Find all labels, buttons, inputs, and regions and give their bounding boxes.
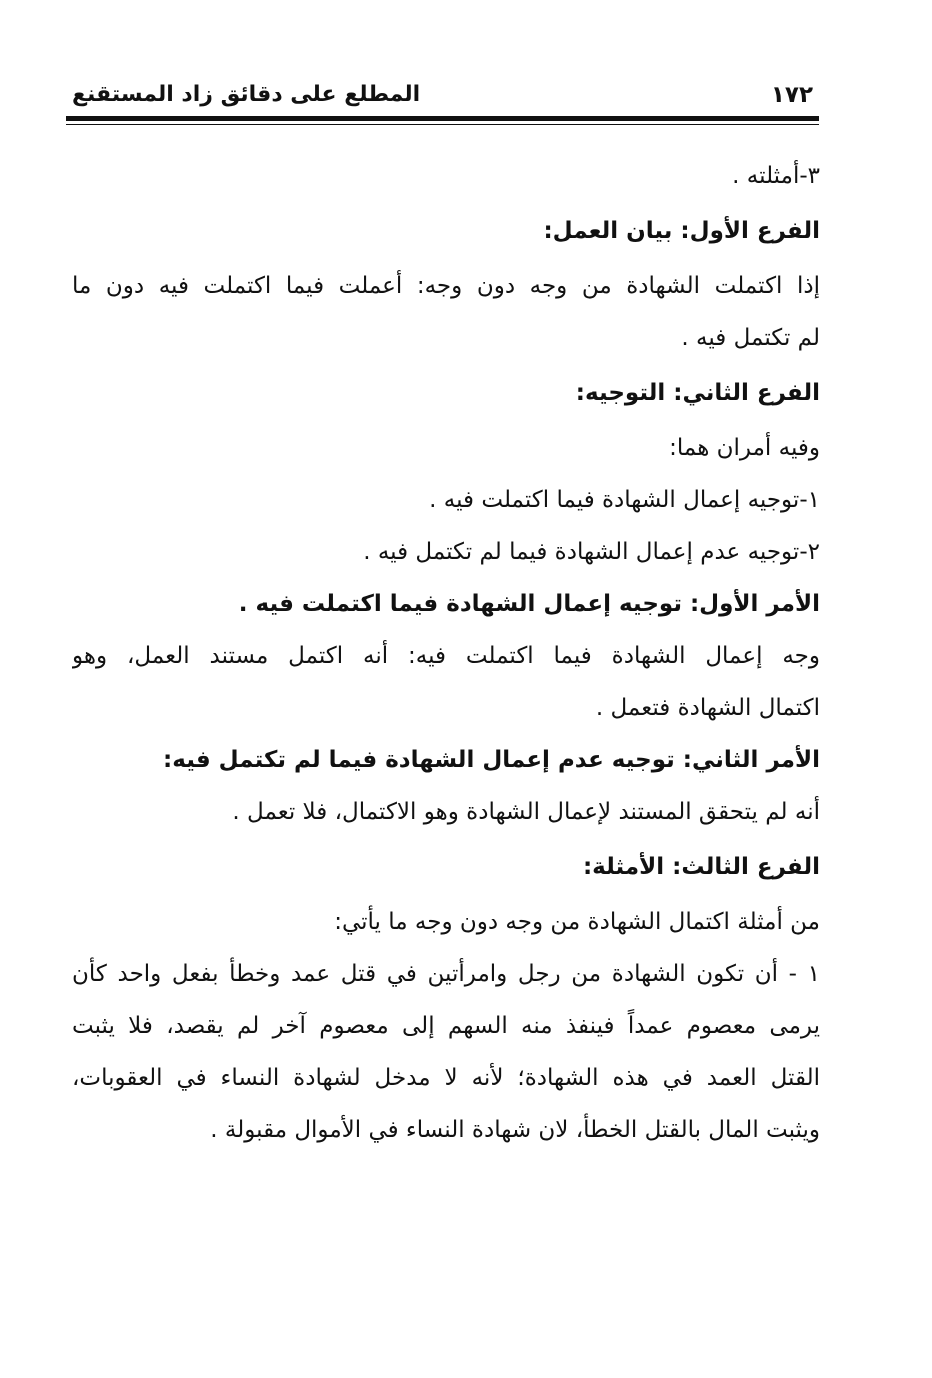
subheading-first-matter: الأمر الأول: توجيه إعمال الشهادة فيما اكتملت فيه . xyxy=(238,591,820,617)
subheading-second-matter: الأمر الثاني: توجيه عدم إعمال الشهادة فيما لم تكتمل فيه: xyxy=(163,747,820,773)
section-heading-second-branch: الفرع الثاني: التوجيه: xyxy=(575,380,820,406)
paragraph-line: القتل العمد في هذه الشهادة؛ لأنه لا مدخل لشهادة النساء في العقوبات، xyxy=(72,1065,820,1091)
paragraph-line: أنه لم يتحقق المستند لإعمال الشهادة وهو الاكتمال، فلا تعمل . xyxy=(232,799,820,825)
running-header xyxy=(66,80,819,110)
paragraph-line: إذا اكتملت الشهادة من وجه دون وجه: أعملت فيما اكتملت فيه دون ما xyxy=(72,273,820,299)
list-item: ١-توجيه إعمال الشهادة فيما اكتملت فيه . xyxy=(429,487,820,513)
paragraph-line: يرمى معصوم عمداً فينفذ منه السهم إلى معصوم آخر لم يقصد، فلا يثبت xyxy=(72,1013,820,1039)
paragraph-line: من أمثلة اكتمال الشهادة من وجه دون وجه ما يأتي: xyxy=(334,909,820,935)
section-heading-third-branch: الفرع الثالث: الأمثلة: xyxy=(582,854,820,880)
paragraph-line: وفيه أمران هما: xyxy=(669,435,820,461)
list-item-examples: ٣-أمثلته . xyxy=(732,163,820,189)
paragraph-line: لم تكتمل فيه . xyxy=(681,325,820,351)
page-body xyxy=(72,150,820,1156)
paragraph-line: وجه إعمال الشهادة فيما اكتملت فيه: أنه اكتمل مستند العمل، وهو xyxy=(72,643,820,669)
section-heading-first-branch: الفرع الأول: بيان العمل: xyxy=(543,218,820,244)
header-rule-thick xyxy=(66,116,819,121)
book-title: المطلع على دقائق زاد المستقنع xyxy=(72,82,421,107)
page-number: ١٧٢ xyxy=(770,82,813,108)
list-item: ٢-توجيه عدم إعمال الشهادة فيما لم تكتمل فيه . xyxy=(363,539,820,565)
paragraph-line: ١ - أن تكون الشهادة من رجل وامرأتين في قتل عمد وخطأ بفعل واحد كأن xyxy=(72,961,820,987)
paragraph-line: اكتمال الشهادة فتعمل . xyxy=(595,695,820,721)
paragraph-line: ويثبت المال بالقتل الخطأ، لان شهادة النساء في الأموال مقبولة . xyxy=(210,1117,820,1143)
header-rule-thin xyxy=(66,124,819,125)
